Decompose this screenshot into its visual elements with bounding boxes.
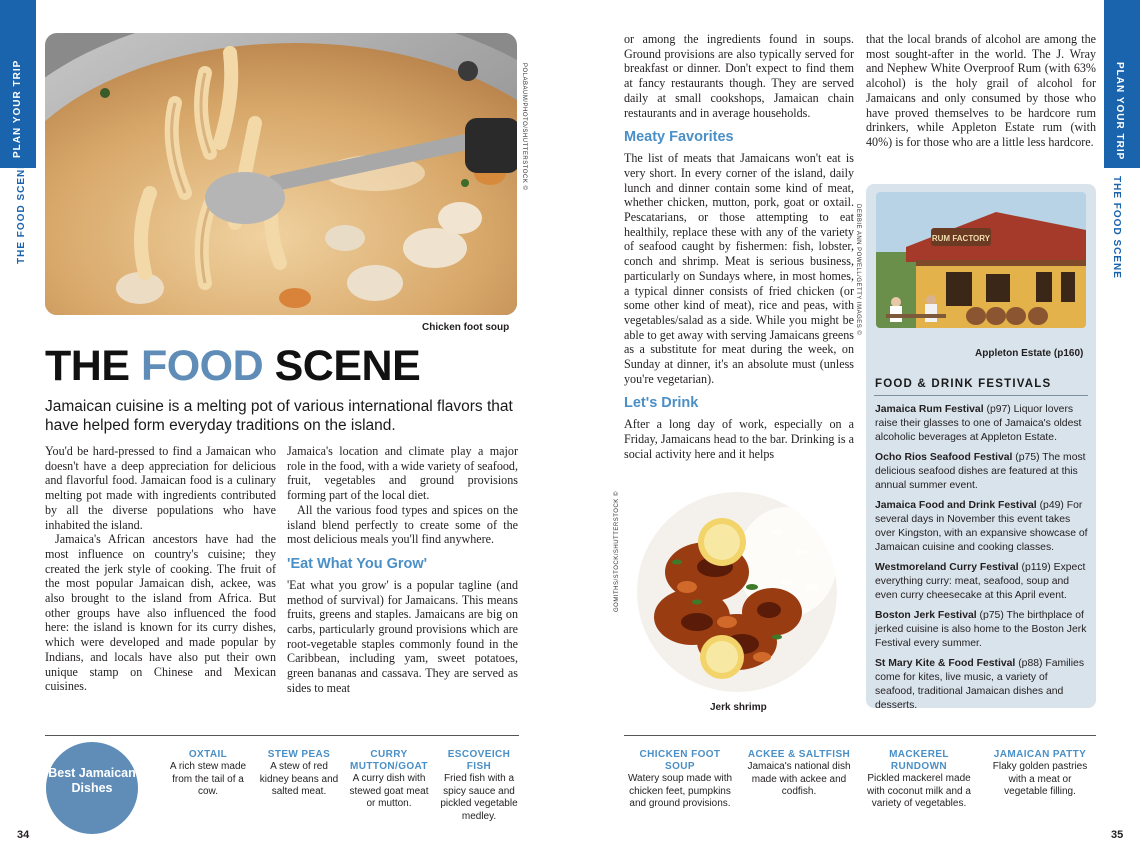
caption-chicken: Chicken foot soup	[422, 322, 510, 333]
festival-item	[875, 451, 1089, 493]
festival-ref: (p75)	[976, 610, 1007, 621]
festivals-sidebar	[855, 184, 1096, 711]
paragraph: After a long day of work, especially on a Friday, Jamaicans head to the bar. Drinking is a social activity here and it helps	[624, 417, 854, 461]
festival-ref: (p75)	[1012, 452, 1043, 463]
dish-desc: Flaky golden pastries with a meat or vegetable filling.	[992, 761, 1088, 797]
festival-desc: Expect everything curry: meat, seafood, soup and even curry cheesecake at this April event.	[875, 562, 1086, 601]
festival-desc: The birthplace of jerked cuisine is also home to the Boston Jerk Festival every summer.	[875, 610, 1087, 649]
dish-name: JAMAICAN PATTY	[993, 749, 1087, 760]
festival-name: Jamaica Food and Drink Festival	[875, 500, 1037, 511]
body-column-3	[624, 32, 854, 462]
section-heading-lets-drink: Let's Drink	[624, 395, 699, 412]
festival-name: Jamaica Rum Festival	[875, 404, 984, 415]
paragraph: 'Eat what you grow' is a popular tagline (and method of survival) for Jamaicans. This means fruits, greens and staples. Jamaicans are big on carbs, particularly ground provisions which are root-vegetable staples commonly found in the Caribbean, including yam, sweet potatoes, green bananas and cassava. They are served as sides to meat	[287, 577, 518, 695]
dish-desc: Watery soup made with chicken feet, pumpkins and ground provisions.	[627, 773, 733, 809]
dish-name: ESCOVEICH FISH	[447, 749, 511, 772]
section-tab-label-left: PLAN YOUR TRIP	[12, 59, 23, 158]
paragraph: Jamaica's location and climate play a major role in the food, with a wide variety of seafood, fruit, vegetables and ground provisions forming part of the local diet.	[287, 444, 518, 503]
festival-desc: The most delicious seafood dishes are featured at this annual summer event.	[875, 452, 1086, 491]
section-tab-label-right: PLAN YOUR TRIP	[1114, 62, 1125, 161]
dish-name: STEW PEAS	[267, 749, 331, 760]
photo-credit-chicken: POLABAUM/PHOTO/SHUTTERSTOCK ©	[521, 63, 527, 191]
paragraph: or among the ingredients found in soups. Ground provisions are also typically served for breakfast or dinner. Don't expect to find them at fancy restaurants though. They are served daily at small cookshops, Jamaican chain restaurants and in average households.	[624, 32, 854, 120]
chapter-label-left: THE FOOD SCENE	[16, 161, 27, 264]
festivals-heading: FOOD & DRINK FESTIVALS	[875, 378, 1052, 390]
best-dishes-badge: Best Jamaican Dishes	[46, 742, 138, 834]
festival-name: Westmoreland Curry Festival	[875, 562, 1019, 573]
festival-ref: (p97)	[983, 404, 1014, 415]
bottom-rule-right	[624, 735, 1096, 736]
dish-desc: Jamaica's national dish made with ackee and codfish.	[747, 761, 851, 797]
divider	[874, 395, 1088, 396]
dish-desc: Pickled mackerel made with coconut milk and a variety of vegetables.	[867, 773, 971, 809]
dish-card	[258, 749, 340, 799]
caption-shrimp: Jerk shrimp	[710, 702, 767, 713]
rum-factory-photo	[876, 192, 1086, 328]
festival-name: Ocho Rios Seafood Festival	[875, 452, 1013, 463]
dish-card	[626, 749, 734, 811]
festival-item	[875, 561, 1089, 603]
festival-item	[875, 403, 1089, 445]
dish-name: ACKEE & SALTFISH	[747, 749, 851, 760]
festival-desc: Families come for kites, live music, a variety of seafood, traditional Jamaican dishes and desserts.	[875, 658, 1085, 711]
page-number-left: 34	[17, 829, 30, 841]
title-part-1: THE	[45, 342, 130, 390]
dish-name: OXTAIL	[188, 749, 228, 760]
body-column-4	[866, 32, 1096, 150]
dish-card	[988, 749, 1092, 799]
intro-text: Jamaican cuisine is a melting pot of various international flavors that have helped form everyday traditions on the island.	[45, 398, 513, 434]
dish-desc: A curry dish with stewed goat meat or mutton.	[349, 773, 429, 809]
dish-card	[167, 749, 249, 799]
paragraph: All the various food types and spices on the island blend perfectly to create some of the most delicious meals you'll find anywhere.	[287, 502, 518, 547]
caption-rum: Appleton Estate (p160)	[975, 348, 1084, 359]
dish-card	[864, 749, 974, 811]
section-heading-meaty-favorites: Meaty Favorites	[624, 129, 734, 146]
festival-desc: Liquor lovers raise their glasses to one of Jamaica's oldest alcoholic beverages at Appleton Estate.	[875, 404, 1082, 443]
dish-desc: A rich stew made from the tail of a cow.	[169, 761, 247, 797]
body-column-2	[287, 444, 518, 696]
paragraph: You'd be hard-pressed to find a Jamaican who doesn't have a deep appreciation for delicious and flavorful food. Jamaican food is a culinary melting pot made with ingredients contributed by all the diverse populations who have inhabited the island.	[45, 444, 276, 532]
dish-card	[744, 749, 854, 799]
dish-name: CHICKEN FOOT SOUP	[639, 749, 721, 772]
festival-item	[875, 657, 1089, 713]
jerk-shrimp-photo	[637, 492, 837, 692]
photo-credit-shrimp: GOMITHS/STOCK/SHUTTERSTOCK ©	[614, 491, 620, 612]
festival-ref: (p119)	[1018, 562, 1054, 573]
photo-credit-rum: DEBBIE ANN POWELL/GETTY IMAGES ©	[855, 204, 861, 336]
chapter-label-right: THE FOOD SCENE	[1111, 176, 1122, 279]
section-heading-eat-what-you-grow: 'Eat What You Grow'	[287, 555, 428, 572]
dish-desc: A stew of red kidney beans and salted meat.	[259, 761, 339, 797]
body-column-1	[45, 444, 276, 694]
dish-desc: Fried fish with a spicy sauce and pickled vegetable medley.	[440, 773, 518, 822]
festival-ref: (p88)	[1015, 658, 1046, 669]
page-title	[45, 342, 420, 391]
dish-card	[436, 749, 522, 823]
title-part-2: FOOD	[140, 342, 264, 390]
festival-item	[875, 609, 1089, 651]
dish-name: MACKEREL RUNDOWN	[889, 749, 949, 772]
rum-factory-sign: RUM FACTORY	[931, 234, 991, 243]
title-part-3: SCENE	[274, 342, 421, 390]
paragraph: that the local brands of alcohol are among the most sought-after in the world. The J. Wray and Nephew White Overproof Rum (with 63% alcohol) is the holy grail of alcohol for Jamaicans and only consumed by those who have proved themselves to be hardcore rum drinkers, while Appleton Estate rum (with 40%) is for those who are a little less hardcore.	[866, 32, 1096, 149]
festival-name: St Mary Kite & Food Festival	[875, 658, 1016, 669]
paragraph: Jamaica's African ancestors have had the most influence on country's cuisine; they created the jerk style of cooking. The fruit of the most popular Jamaican dish, ackee, was also brought to the island from Africa. But other groups have also influenced the food here: the island is known for its curry dishes, which were developed and made popular by Indians, and locals have also put their own unique stamp on Chinese and Mexican cuisines.	[45, 532, 276, 694]
festival-ref: (p49)	[1036, 500, 1067, 511]
dish-card	[348, 749, 430, 811]
festival-desc: For several days in November this event takes over Kingston, with an expansive showcase of Jamaican cuisine and cooking classes.	[875, 500, 1088, 553]
festival-item	[875, 499, 1089, 555]
bottom-rule-left	[45, 735, 519, 736]
chicken-foot-soup-photo	[45, 33, 517, 315]
page-number-right: 35	[1111, 829, 1124, 841]
dish-name: CURRY MUTTON/GOAT	[350, 749, 428, 772]
festival-name: Boston Jerk Festival	[875, 610, 977, 621]
festivals-list	[875, 403, 1089, 719]
paragraph: The list of meats that Jamaicans won't eat is very short. In every corner of the island, daily lunch and dinner contain some kind of meat, whether chicken, mutton, pork, goat or oxtail. Pescatarians, or those attempting to eat healthily, replace these with any of the variety of seafood caught by fishermen: fish, lobster, conch and shrimp. Meat is serious business, particularly on Sundays where, in most homes, a typical dinner consists of fried chicken (or some other kind of meat), rice and peas, with vegetables/salad as a side. While you might be able to get away with serving Jamaicans greens as a substitute for meat during the week, on Sunday at dinner, it's an absolute must (unless you're vegetarian).	[624, 151, 854, 386]
